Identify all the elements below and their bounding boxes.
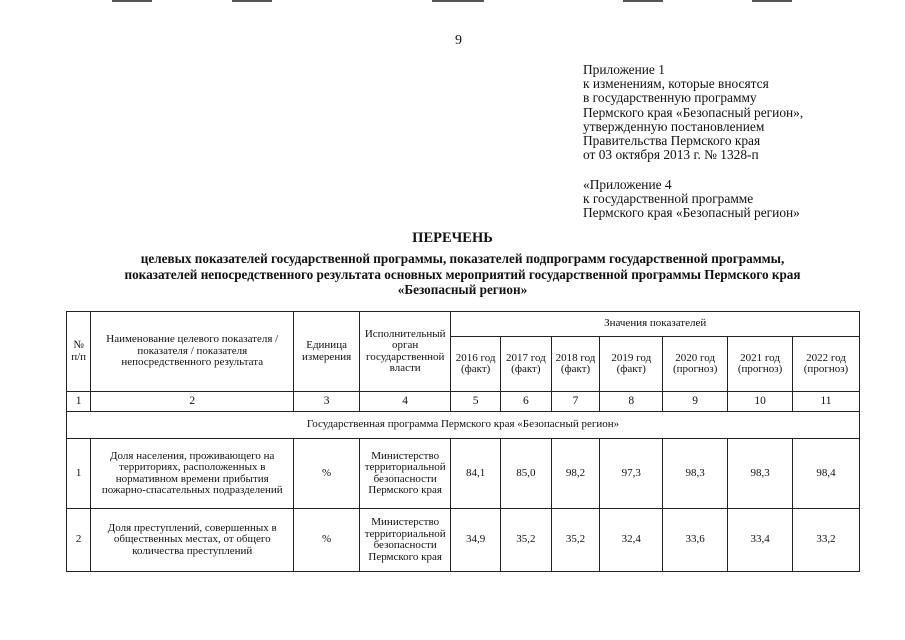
header-year: 2017 год (факт) xyxy=(501,337,552,392)
row-value: 98,3 xyxy=(663,439,728,509)
column-number: 11 xyxy=(793,392,860,412)
header-year: 2019 год (факт) xyxy=(600,337,663,392)
row-value: 98,3 xyxy=(728,439,793,509)
header-year: 2016 год (факт) xyxy=(451,337,501,392)
appendix-1-line: Приложение 1 xyxy=(583,62,665,77)
column-number: 5 xyxy=(451,392,501,412)
row-value: 98,4 xyxy=(793,439,860,509)
appendix-4-block xyxy=(583,178,800,221)
subtitle-line: «Безопасный регион» xyxy=(397,282,528,297)
appendix-1-line: Правительства Пермского края xyxy=(583,133,761,149)
table-row xyxy=(67,509,860,572)
header-values-group: Значения показателей xyxy=(451,312,860,337)
scan-top-marks xyxy=(0,0,905,3)
column-number: 2 xyxy=(91,392,294,412)
header-name: Наименование целевого показателя / показателя / показателя непосредственного результата xyxy=(91,312,294,392)
section-row xyxy=(67,412,860,439)
subtitle-line: показателей непосредственного результата основных мероприятий государственной программы Пермского края xyxy=(124,266,801,282)
column-number: 10 xyxy=(728,392,793,412)
row-value: 33,2 xyxy=(793,509,860,572)
column-number: 8 xyxy=(600,392,663,412)
header-unit: Единица измерения xyxy=(294,312,360,392)
column-number: 3 xyxy=(294,392,360,412)
column-number: 6 xyxy=(501,392,552,412)
row-unit: % xyxy=(294,509,360,572)
appendix-4-line: к государственной программе xyxy=(583,191,754,207)
row-num: 2 xyxy=(67,509,91,572)
header-num: № п/п xyxy=(67,312,91,392)
column-number: 1 xyxy=(67,392,91,412)
row-value: 84,1 xyxy=(451,439,501,509)
row-value: 35,2 xyxy=(551,509,600,572)
appendix-4-line: Пермского края «Безопасный регион» xyxy=(583,205,800,221)
appendix-1-line: в государственную программу xyxy=(583,90,757,106)
appendix-1-line: утвержденную постановлением xyxy=(583,118,765,134)
subtitle-line: целевых показателей государственной программы, показателей подпрограмм государственной программы, xyxy=(140,251,785,266)
row-value: 97,3 xyxy=(600,439,663,509)
row-name: Доля населения, проживающего на территориях, расположенных в нормативном времени прибытия пожарно-спасательных подразделений xyxy=(91,439,294,509)
section-title: Государственная программа Пермского края «Безопасный регион» xyxy=(67,412,860,439)
row-value: 33,6 xyxy=(663,509,728,572)
row-value: 32,4 xyxy=(600,509,663,572)
column-number: 7 xyxy=(551,392,600,412)
document-title: ПЕРЕЧЕНЬ xyxy=(412,230,493,246)
row-num: 1 xyxy=(67,439,91,509)
row-value: 98,2 xyxy=(551,439,600,509)
table-row xyxy=(67,439,860,509)
row-value: 34,9 xyxy=(451,509,501,572)
row-authority: Министерство территориальной безопасности Пермского края xyxy=(360,509,451,572)
page-number: 9 xyxy=(455,33,462,48)
appendix-4-line: «Приложение 4 xyxy=(583,177,672,192)
column-number-row xyxy=(67,392,860,412)
row-value: 33,4 xyxy=(728,509,793,572)
row-value: 35,2 xyxy=(501,509,552,572)
appendix-1-block xyxy=(583,63,803,162)
header-year: 2020 год (прогноз) xyxy=(663,337,728,392)
row-value: 85,0 xyxy=(501,439,552,509)
row-authority: Министерство территориальной безопасности Пермского края xyxy=(360,439,451,509)
document-subtitle xyxy=(20,251,905,298)
appendix-1-line: от 03 октября 2013 г. № 1328-п xyxy=(583,147,759,163)
appendix-1-line: Пермского края «Безопасный регион», xyxy=(583,104,804,120)
column-number: 9 xyxy=(663,392,728,412)
header-year: 2021 год (прогноз) xyxy=(728,337,793,392)
appendix-1-line: к изменениям, которые вносятся xyxy=(583,76,769,92)
row-name: Доля преступлений, совершенных в общественных местах, от общего количества преступлений xyxy=(91,509,294,572)
row-unit: % xyxy=(294,439,360,509)
header-authority: Исполнительный орган государственной власти xyxy=(360,312,451,392)
header-year: 2018 год (факт) xyxy=(551,337,600,392)
indicators-table xyxy=(66,311,860,572)
column-number: 4 xyxy=(360,392,451,412)
header-year: 2022 год (прогноз) xyxy=(793,337,860,392)
